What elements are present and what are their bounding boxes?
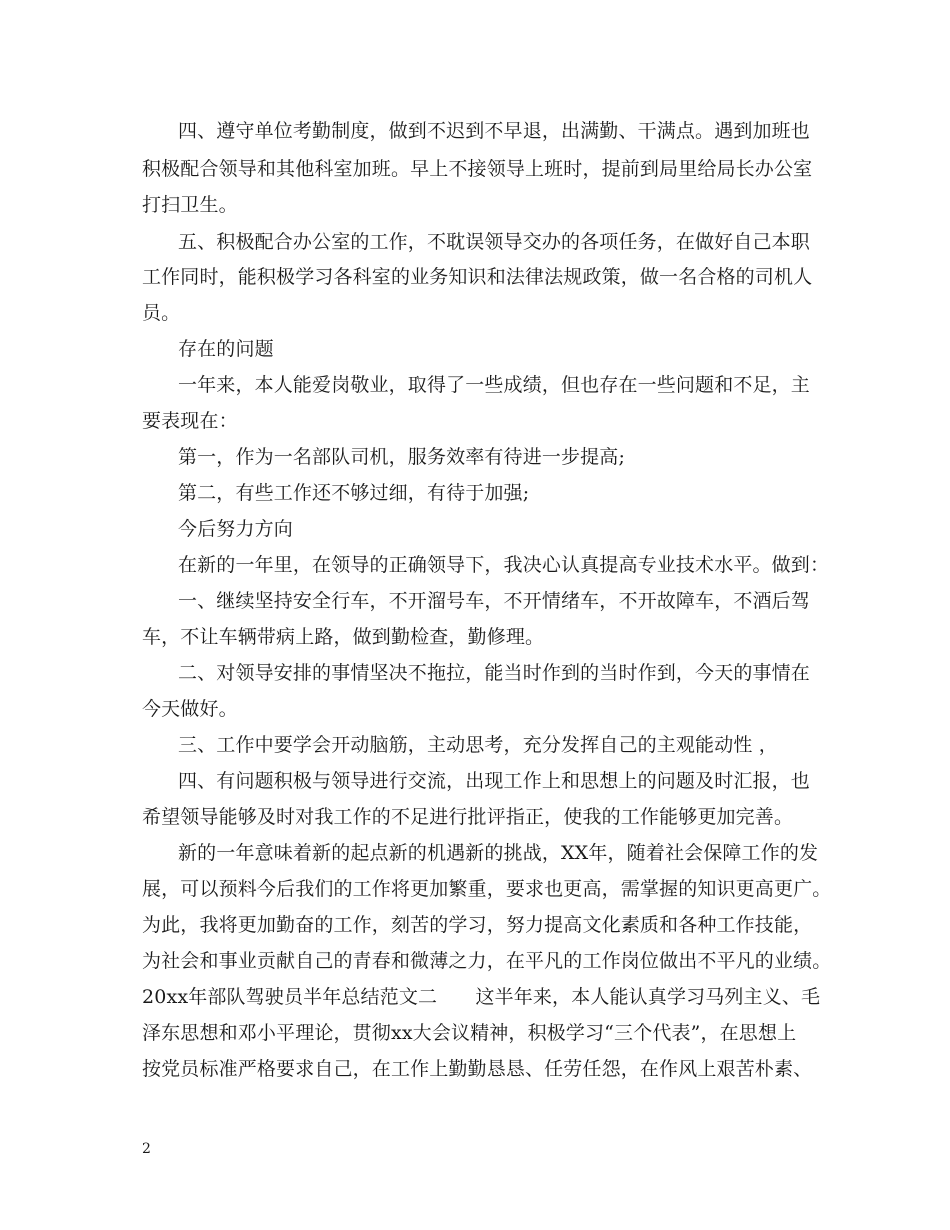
text-line: 车，不让车辆带病上路，做到勤检查，勤修理。 (142, 626, 545, 648)
text-line: 希望领导能够及时对我工作的不足进行批评指正，使我的工作能够更加完善。 (142, 806, 794, 828)
text-line: 四、遵守单位考勤制度，做到不迟到不早退，出满勤、干满点。遇到加班也 (178, 120, 810, 142)
text-line: 为此，我将更加勤奋的工作，刻苦的学习，努力提高文化素质和各种工作技能， (142, 914, 813, 936)
text-line: 泽东思想和邓小平理论，贯彻xx大会议精神，积极学习“三个代表”，在思想上 (142, 1022, 797, 1044)
text-line: 四、有问题积极与领导进行交流，出现工作上和思想上的问题及时汇报，也 (178, 770, 810, 792)
text-line: 按党员标准严格要求自己，在工作上勤勤恳恳、任劳任怨，在作风上艰苦朴素、 (142, 1058, 813, 1080)
section-heading: 今后努力方向 (178, 518, 293, 540)
text-line: 积极配合领导和其他科室加班。早上不接领导上班时，提前到局里给局长办公室 (142, 158, 813, 180)
section-heading: 存在的问题 (178, 338, 274, 360)
text-line: 第一，作为一名部队司机，服务效率有待进一步提高; (178, 446, 626, 468)
text-line: 二、对领导安排的事情坚决不拖拉，能当时作到的当时作到，今天的事情在 (178, 662, 810, 684)
text-line: 第二，有些工作还不够过细，有待于加强; (178, 482, 530, 504)
text-line: 展，可以预料今后我们的工作将更加繁重，要求也更高，需掌握的知识更高更广。 (142, 878, 832, 900)
text-line: 五、积极配合办公室的工作，不耽误领导交办的各项任务，在做好自己本职 (178, 231, 810, 253)
text-line: 为社会和事业贡献自己的青春和微薄之力，在平凡的工作岗位做出不平凡的业绩。 (142, 950, 832, 972)
text-line: 一、继续坚持安全行车，不开溜号车，不开情绪车，不开故障车，不酒后驾 (178, 590, 810, 612)
text-line: 员。 (142, 302, 181, 324)
text-line: 三、工作中要学会开动脑筋，主动思考，充分发挥自己的主观能动性 ， (178, 734, 778, 756)
text-line: 一年来，本人能爱岗敬业，取得了一些成绩，但也存在一些问题和不足，主 (178, 374, 810, 396)
text-line: 今天做好。 (142, 698, 238, 720)
page-number: 2 (142, 1141, 151, 1157)
text-line: 20xx年部队驾驶员半年总结范文二 这半年来，本人能认真学习马列主义、毛 (142, 986, 821, 1008)
text-line: 要表现在： (142, 410, 238, 432)
text-line: 在新的一年里，在领导的正确领导下，我决心认真提高专业技术水平。做到： (178, 554, 830, 576)
text-line: 工作同时，能积极学习各科室的业务知识和法律法规政策，做一名合格的司机人 (142, 266, 813, 288)
text-line: 新的一年意味着新的起点新的机遇新的挑战，XX年，随着社会保障工作的发 (178, 842, 819, 864)
text-line: 打扫卫生。 (142, 194, 238, 216)
